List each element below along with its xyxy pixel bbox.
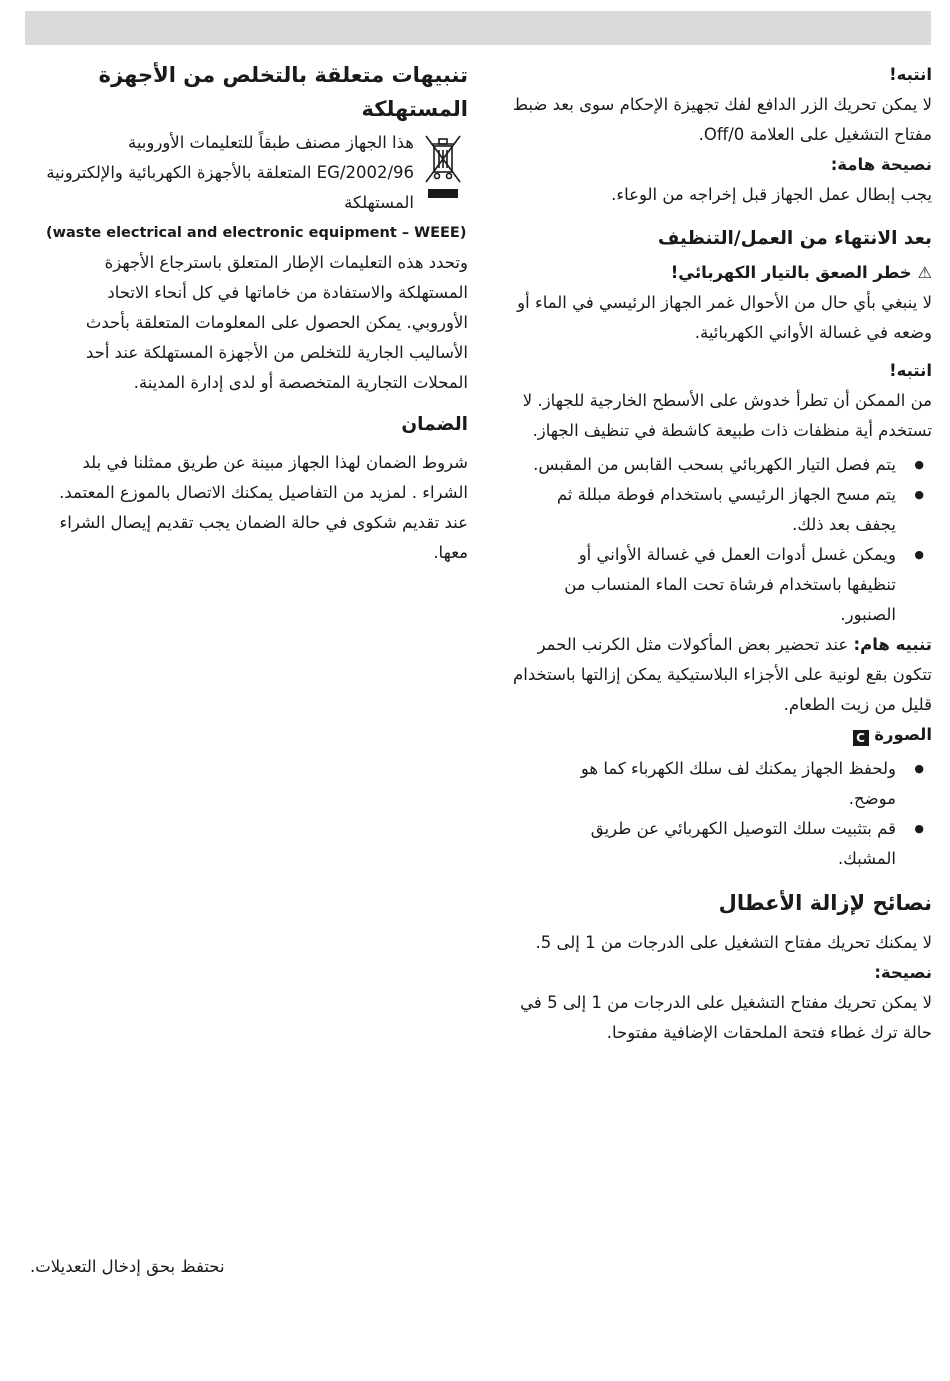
list-item: ● قم بتثبيت سلك التوصيل الكهربائي عن طريق المشبك. [496, 814, 932, 874]
disposal-heading: تنبيهات متعلقة بالتخلص من الأجهزة المستهلكة [98, 63, 468, 121]
header-bar [25, 11, 931, 45]
attention2-title: انتبه! [889, 361, 932, 380]
figure-list [496, 754, 932, 874]
figure-c-badge: C [853, 730, 869, 746]
shock-warning-text: لا ينبغي بأي حال من الأحوال غمر الجهاز الرئيسي في الماء أو وضعه في غسالة الأواني الكهربائية. [517, 293, 932, 342]
attention2-text: من الممكن أن تطرأ خدوش على الأسطح الخارجية للجهاز. لا تستخدم أية منظفات ذات طبيعة كاشطة في تنظيف الجهاز. [522, 391, 932, 440]
tip2-title: نصيحة: [874, 963, 932, 982]
disposal-text: وتحدد هذه التعليمات الإطار المتعلق باسترجاع الأجهزة المستهلكة والاستفادة من خاماتها في كل أنحاء الاتحاد الأوروبي. يمكن الحصول على المعلومات المتعلقة بأحدث الأساليب الجارية للتخلص من الأجهزة المستهلكة عند أحد المحلات التجارية المتخصصة أو لدى إدارة المدينة. [85, 253, 468, 392]
right-column [496, 60, 932, 1048]
after-use-heading: بعد الانتهاء من العمل/التنظيف [657, 228, 932, 249]
list-item: ● ولحفظ الجهاز يمكنك لف سلك الكهرباء كما هو موضح. [496, 754, 932, 814]
guarantee-text: شروط الضمان لهذا الجهاز مبينة عن طريق ممثلنا في بلد الشراء . لمزيد من التفاصيل يمكنك الاتصال بالموزع المعتمد. عند تقديم شكوى في حالة الضمان يجب تقديم إيصال الشراء معها. [59, 453, 468, 562]
cleaning-list [496, 450, 932, 630]
weee-text: هذا الجهاز مصنف طبقاً للتعليمات الأوروبية 2002/96/EG المتعلقة بالأجهزة الكهربائية والإلكترونية المستهلكة [46, 133, 414, 212]
troubleshoot-heading: نصائح لإزالة الأعطال [718, 891, 932, 915]
list-item: ● ويمكن غسل أدوات العمل في غسالة الأواني أو تنظيفها باستخدام فرشاة تحت الماء المنساب من الصنبور. [496, 540, 932, 630]
warning-triangle-icon: ⚠ [917, 263, 932, 282]
weee-notice [46, 128, 468, 218]
list-item: ● يتم فصل التيار الكهربائي بسحب القابس من المقبس. [496, 450, 932, 480]
shock-warning-title: ⚠خطر الصعق بالتيار الكهربائي! [496, 258, 932, 288]
guarantee-heading: الضمان [401, 414, 468, 435]
attention-title: انتبه! [889, 65, 932, 84]
weee-english: (waste electrical and electronic equipment – WEEE) [46, 225, 467, 241]
left-column [46, 58, 468, 568]
tip-title: نصيحة هامة: [830, 155, 932, 174]
important-note: تنبيه هام: عند تحضير بعض المأكولات مثل الكرنب الحمر تتكون بقع لونية على الأجزاء البلاستيكية يمكن إزالتها باستخدام قليل من زيت الطعام. [513, 635, 932, 714]
crossed-bin-icon [422, 132, 464, 206]
troubleshoot-text: لا يمكنك تحريك مفتاح التشغيل على الدرجات من 1 إلى 5. [535, 933, 932, 952]
footer-note: نحتفظ بحق إدخال التعديلات. [30, 1257, 225, 1276]
attention-text: لا يمكن تحريك الزر الدافع لفك تجهيزة الإحكام سوى بعد ضبط مفتاح التشغيل على العلامة Off/0. [512, 95, 932, 144]
tip2-text: لا يمكن تحريك مفتاح التشغيل على الدرجات من 1 إلى 5 في حالة ترك غطاء فتحة الملحقات الإضافية مفتوحا. [520, 993, 932, 1042]
tip-text: يجب إبطال عمل الجهاز قبل إخراجه من الوعاء. [611, 185, 932, 204]
figure-label: الصورة C [496, 720, 932, 750]
list-item: ● يتم مسح الجهاز الرئيسي باستخدام فوطة مبللة ثم يجفف بعد ذلك. [496, 480, 932, 540]
